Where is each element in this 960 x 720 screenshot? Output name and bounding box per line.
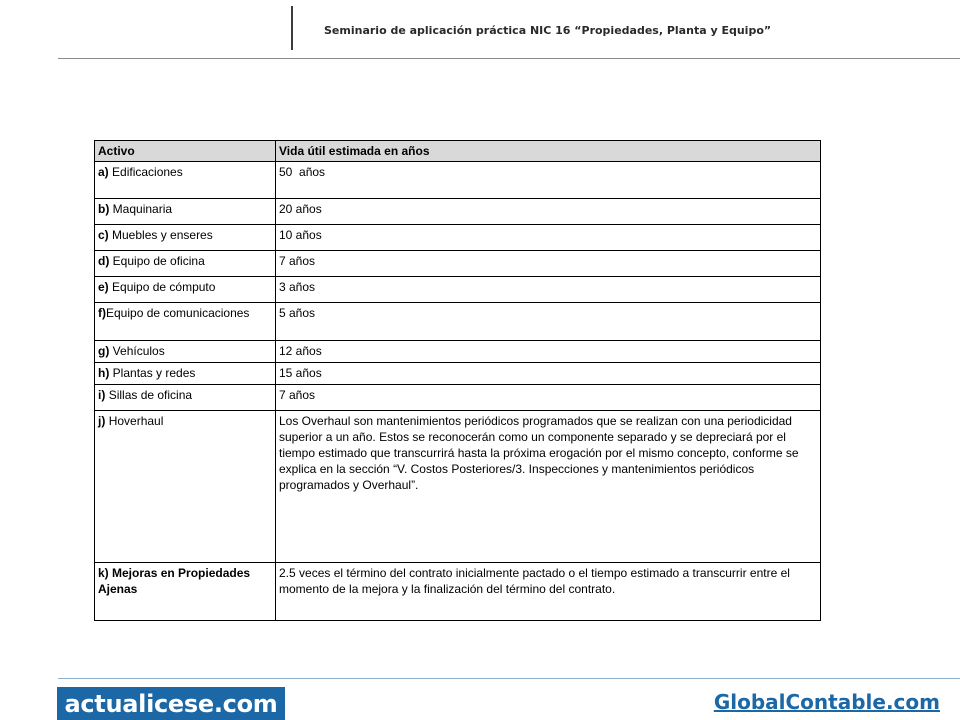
row-letter: b)	[98, 202, 110, 216]
table-row	[95, 199, 821, 225]
asset-cell	[95, 277, 276, 303]
useful-life-cell: 3 años	[276, 277, 821, 303]
row-letter: h)	[98, 366, 110, 380]
table-row	[95, 277, 821, 303]
actualicese-logo[interactable]: actualicese.com	[57, 687, 285, 720]
table-row	[95, 563, 821, 621]
asset-cell	[95, 363, 276, 385]
table-row	[95, 162, 821, 199]
row-letter: d)	[98, 254, 110, 268]
asset-name: Maquinaria	[112, 202, 173, 216]
table-row	[95, 251, 821, 277]
asset-cell	[95, 303, 276, 341]
asset-cell	[95, 411, 276, 563]
row-letter: g)	[98, 344, 110, 358]
table-row	[95, 363, 821, 385]
table-header-row	[95, 141, 821, 162]
asset-name: Vehículos	[112, 344, 165, 358]
page-title: Seminario de aplicación práctica NIC 16 “Propiedades, Planta y Equipo”	[324, 24, 772, 37]
useful-life-cell: 5 años	[276, 303, 821, 341]
table-row	[95, 341, 821, 363]
header-rule	[58, 58, 960, 59]
row-letter: a)	[98, 165, 109, 179]
asset-cell	[95, 225, 276, 251]
row-letter: i)	[98, 388, 106, 402]
useful-life-table	[94, 140, 821, 621]
table-row	[95, 225, 821, 251]
asset-cell	[95, 162, 276, 199]
asset-cell	[95, 199, 276, 225]
asset-name: Muebles y enseres	[112, 228, 213, 242]
row-letter: j)	[98, 414, 106, 428]
row-letter: f)	[98, 306, 106, 320]
useful-life-cell: 7 años	[276, 251, 821, 277]
table-row	[95, 411, 821, 563]
column-header-asset: Activo	[95, 141, 276, 162]
asset-cell	[95, 385, 276, 411]
table-row	[95, 385, 821, 411]
asset-name: Edificaciones	[112, 165, 183, 179]
row-letter: e)	[98, 280, 109, 294]
asset-cell	[95, 251, 276, 277]
globalcontable-logo[interactable]: GlobalContable.com	[713, 690, 940, 714]
useful-life-cell: 10 años	[276, 225, 821, 251]
table-row	[95, 303, 821, 341]
asset-name: Equipo de cómputo	[112, 280, 216, 294]
asset-name: Plantas y redes	[112, 366, 196, 380]
useful-life-cell: 50 años	[276, 162, 821, 199]
asset-name: Hoverhaul	[108, 414, 164, 428]
useful-life-cell: 7 años	[276, 385, 821, 411]
useful-life-cell: 20 años	[276, 199, 821, 225]
footer-rule	[58, 678, 960, 679]
row-letter: k)	[98, 566, 109, 580]
header-divider	[291, 6, 293, 50]
asset-name: Equipo de comunicaciones	[106, 306, 250, 320]
asset-name: Sillas de oficina	[108, 388, 193, 402]
useful-life-cell: 2.5 veces el término del contrato inicialmente pactado o el tiempo estimado a transcurrir entre el momento de la mejora y la finalización del término del contrato.	[276, 563, 821, 621]
asset-name: Equipo de oficina	[112, 254, 205, 268]
asset-cell	[95, 341, 276, 363]
useful-life-cell: Los Overhaul son mantenimientos periódicos programados que se realizan con una periodicidad superior a un año. Estos se reconocerán como un componente separado y se depreciará por el tiempo estimado que transcurrirá hasta la próxima erogación por el mismo concepto, conforme se explica en la sección “V. Costos Posteriores/3. Inspecciones y mantenimientos periódicos programados y Overhaul”.	[276, 411, 821, 563]
column-header-useful-life: Vida útil estimada en años	[276, 141, 821, 162]
asset-name: Mejoras en Propiedades Ajenas	[98, 566, 251, 596]
row-letter: c)	[98, 228, 109, 242]
useful-life-cell: 12 años	[276, 341, 821, 363]
useful-life-cell: 15 años	[276, 363, 821, 385]
asset-cell	[95, 563, 276, 621]
